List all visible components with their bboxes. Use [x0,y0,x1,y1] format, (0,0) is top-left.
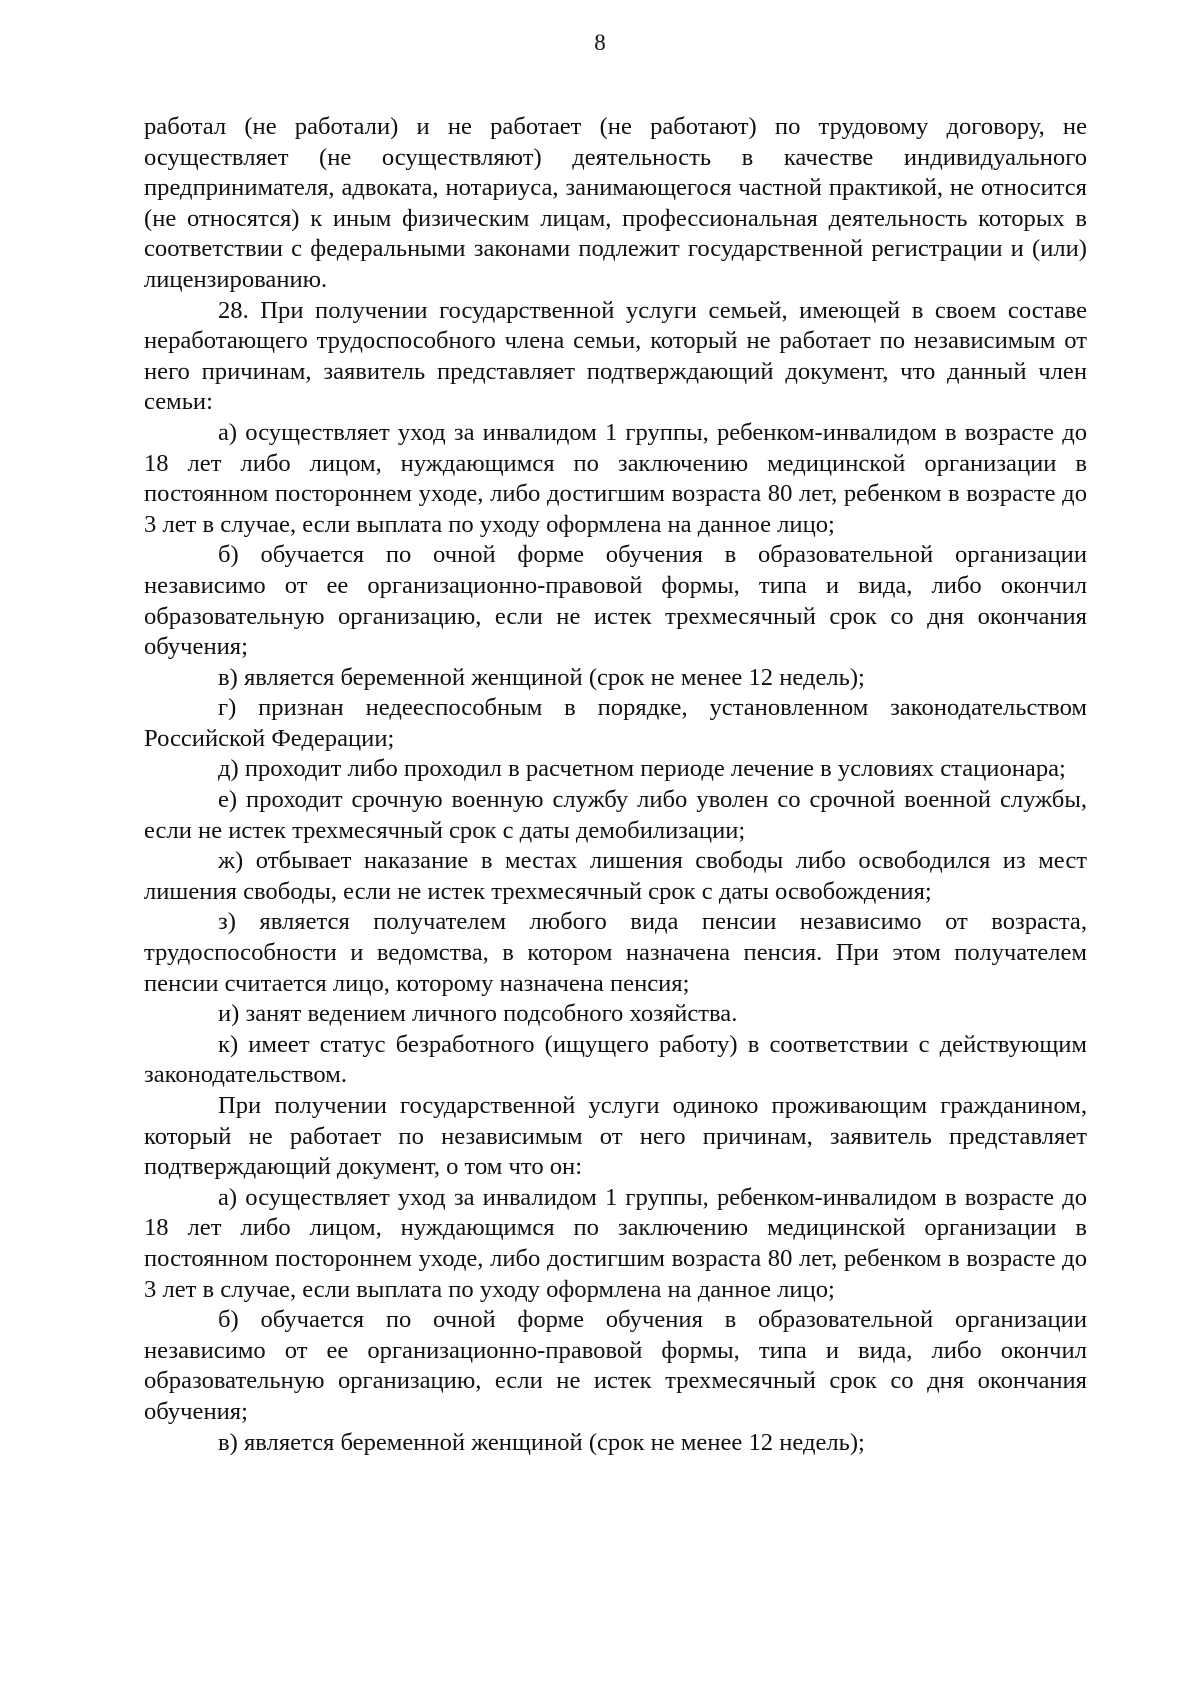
list-item-b-2: б) обучается по очной форме обучения в образовательной организации независимо от ее организационно-правовой формы, типа и вида, либо окончил образовательную организацию, если не истек трехмесячный срок со дня окончания обучения; [144,1306,1087,1425]
list-item-i: и) занят ведением личного подсобного хозяйства. [218,1000,738,1028]
list-item-k: к) имеет статус безработного (ищущего работу) в соответствии с действующим законодательством. [144,1030,1087,1089]
paragraph-continuation: работал (не работали) и не работает (не работают) по трудовому договору, не осуществляет (не осуществляют) деятельность в качестве индивидуального предпринимателя, адвоката, нотариуса, занимающегося частной практикой, не относится (не относятся) к иным физическим лицам, профессиональная деятельность которых в соответствии с федеральными законами подлежит государственной регистрации и (или) лицензированию. [144,113,1087,293]
list-item-a-2: а) осуществляет уход за инвалидом 1 группы, ребенком-инвалидом в возрасте до 18 лет либо лицом, нуждающимся по заключению медицинской организации в постоянном постороннем уходе, либо достигшим возраста 80 лет, ребенком в возрасте до 3 лет в случае, если выплата по уходу оформлена на данное лицо; [144,1183,1087,1303]
page-number: 8 [594,30,606,55]
list-item-zh: ж) отбывает наказание в местах лишения свободы либо освободился из мест лишения свободы, если не истек трехмесячный срок с даты освобождения; [144,847,1087,905]
paragraph-item-28: 28. При получении государственной услуги семьей, имеющей в своем составе неработающего трудоспособного члена семьи, который не работает по независимым от него причинам, заявитель представляет подтверждающий документ, что данный член семьи: [144,296,1087,416]
list-item-v: в) является беременной женщиной (срок не менее 12 недель); [218,663,865,691]
list-item-e: е) проходит срочную военную службу либо уволен со срочной военной службы, если не истек трехмесячный срок с даты демобилизации; [144,786,1087,844]
list-item-a: а) осуществляет уход за инвалидом 1 группы, ребенком-инвалидом в возрасте до 18 лет либо лицом, нуждающимся по заключению медицинской организации в постоянном постороннем уходе, либо достигшим возраста 80 лет, ребенком в возрасте до 3 лет в случае, если выплата по уходу оформлена на данное лицо; [144,418,1087,538]
paragraph-single-citizen: При получении государственной услуги одиноко проживающим гражданином, который не работает по независимым от него причинам, заявитель представляет подтверждающий документ, о том что он: [144,1092,1087,1181]
list-item-v-2: в) является беременной женщиной (срок не менее 12 недель); [218,1428,865,1456]
document-body [144,112,1087,1458]
list-item-g: г) признан недееспособным в порядке, установленном законодательством Российской Федерации; [144,694,1087,752]
list-item-z: з) является получателем любого вида пенсии независимо от возраста, трудоспособности и ведомства, в котором назначена пенсия. При этом получателем пенсии считается лицо, которому назначена пенсия; [144,908,1087,997]
list-item-d: д) проходит либо проходил в расчетном периоде лечение в условиях стационара; [218,755,1066,783]
list-item-b: б) обучается по очной форме обучения в образовательной организации независимо от ее организационно-правовой формы, типа и вида, либо окончил образовательную организацию, если не истек трехмесячный срок со дня окончания обучения; [144,541,1087,661]
